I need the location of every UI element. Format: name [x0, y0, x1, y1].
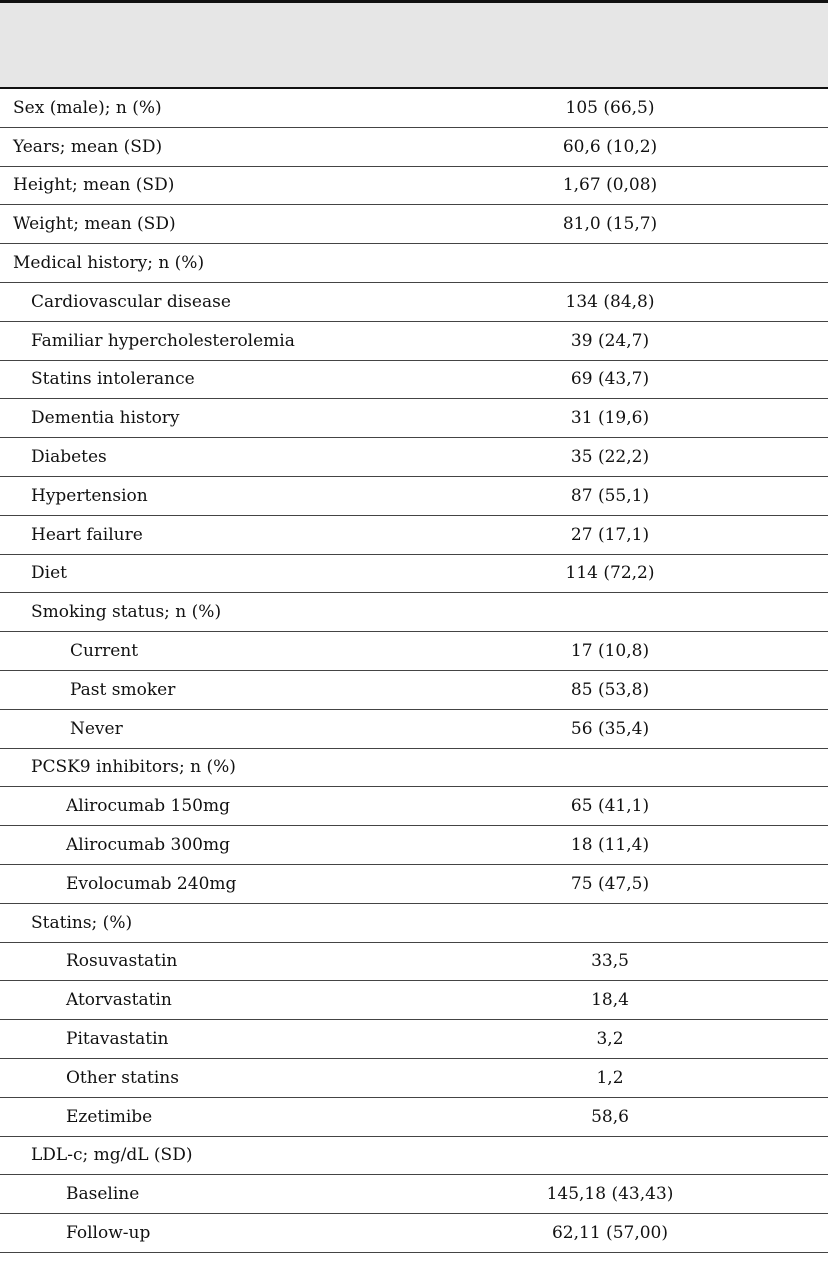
row-value: 58,6 — [591, 1106, 629, 1127]
row-label: Dementia history — [31, 408, 180, 429]
table-row — [0, 322, 828, 361]
row-value: 17 (10,8) — [570, 641, 650, 662]
table-row — [0, 749, 828, 788]
table-row — [0, 1214, 828, 1253]
row-value: 134 (84,8) — [565, 291, 655, 312]
table-header — [0, 3, 828, 89]
table-row — [0, 477, 828, 516]
row-label: Ezetimibe — [66, 1106, 153, 1127]
table-row — [0, 1059, 828, 1098]
table-row — [0, 89, 828, 128]
table-row — [0, 826, 828, 865]
row-value: 35 (22,2) — [570, 447, 650, 468]
row-label: Atorvastatin — [66, 990, 172, 1011]
row-value: 145,18 (43,43) — [546, 1184, 674, 1205]
table-row — [0, 1175, 828, 1214]
row-label: Pitavastatin — [66, 1029, 169, 1050]
row-value: 114 (72,2) — [565, 563, 655, 584]
row-label: Follow-up — [66, 1223, 151, 1243]
row-value: 60,6 (10,2) — [562, 136, 658, 157]
table-row — [0, 361, 828, 400]
table-row — [0, 943, 828, 982]
row-value: 18 (11,4) — [570, 835, 650, 856]
row-value: 105 (66,5) — [565, 97, 655, 118]
row-value: 1,2 — [596, 1067, 624, 1088]
table-row — [0, 516, 828, 555]
table-row — [0, 438, 828, 477]
row-value: 27 (17,1) — [570, 524, 650, 545]
table-row — [0, 1020, 828, 1059]
row-value: 87 (55,1) — [570, 485, 650, 506]
table-row — [0, 632, 828, 671]
table-row — [0, 1098, 828, 1137]
row-value: 1,67 (0,08) — [562, 175, 658, 196]
table-row — [0, 865, 828, 904]
row-label: Cardiovascular disease — [31, 291, 231, 312]
row-value: 69 (43,7) — [570, 369, 650, 390]
row-value: 18,4 — [591, 990, 629, 1011]
row-value: 39 (24,7) — [570, 330, 650, 351]
row-label: Weight; mean (SD) — [13, 214, 176, 235]
row-label: Never — [70, 718, 123, 739]
row-value: 31 (19,6) — [570, 408, 650, 429]
row-label: Sex (male); n (%) — [13, 97, 162, 118]
row-value: 3,2 — [596, 1029, 624, 1050]
row-label: Medical history; n (%) — [13, 253, 205, 274]
row-label: Heart failure — [31, 524, 143, 545]
row-label: Current — [70, 641, 139, 662]
table-row — [0, 904, 828, 943]
row-label: Statins; (%) — [31, 912, 133, 933]
row-label: Rosuvastatin — [66, 951, 178, 972]
row-value: 33,5 — [591, 951, 629, 972]
row-label: Diabetes — [31, 447, 107, 468]
row-value: 75 (47,5) — [570, 873, 650, 894]
row-value: 85 (53,8) — [570, 679, 650, 700]
row-label: LDL-c; mg/dL (SD) — [31, 1145, 193, 1166]
table-row — [0, 399, 828, 438]
row-value: 56 (35,4) — [570, 718, 650, 739]
row-label: Years; mean (SD) — [13, 136, 163, 157]
table-row — [0, 710, 828, 749]
row-label: Hypertension — [31, 485, 148, 506]
row-label: PCSK9 inhibitors; n (%) — [31, 757, 236, 778]
table-row — [0, 128, 828, 167]
row-label: Familiar hypercholesterolemia — [31, 330, 295, 351]
row-value: 62,11 (57,00) — [551, 1223, 668, 1243]
table-row — [0, 981, 828, 1020]
row-label: Alirocumab 300mg — [66, 835, 230, 856]
table-row — [0, 244, 828, 283]
table-row — [0, 283, 828, 322]
table-row — [0, 671, 828, 710]
row-label: Statins intolerance — [31, 369, 195, 390]
table-row — [0, 555, 828, 594]
row-label: Baseline — [66, 1184, 140, 1205]
row-value: 81,0 (15,7) — [562, 214, 658, 235]
row-label: Height; mean (SD) — [13, 175, 175, 196]
row-label: Smoking status; n (%) — [31, 602, 222, 623]
row-value: 65 (41,1) — [570, 796, 650, 817]
table-row — [0, 787, 828, 826]
row-label: Diet — [31, 563, 67, 584]
row-label: Other statins — [66, 1067, 179, 1088]
table-row — [0, 167, 828, 206]
row-label: Alirocumab 150mg — [66, 796, 230, 817]
row-label: Past smoker — [70, 679, 176, 700]
table-row — [0, 1137, 828, 1176]
row-label: Evolocumab 240mg — [66, 873, 237, 894]
table-row — [0, 593, 828, 632]
table-row — [0, 205, 828, 244]
table-body — [0, 89, 828, 1253]
